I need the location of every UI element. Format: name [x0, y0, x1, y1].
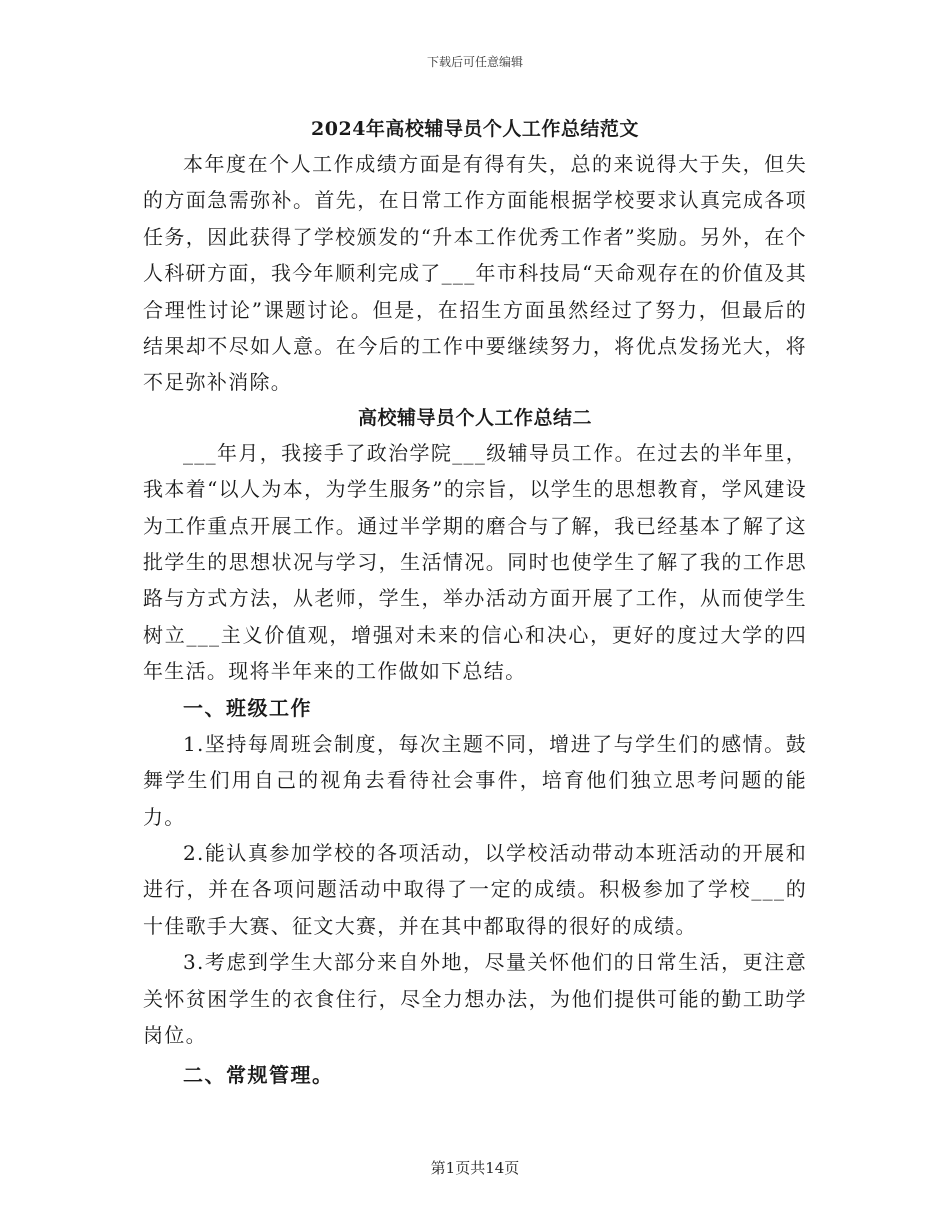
header-note: 下载后可任意编辑	[426, 55, 523, 69]
intro-paragraph: 本年度在个人工作成绩方面是有得有失，总的来说得大于失，但失的方面急需弥补。首先，在日常工作方面能根据学校要求认真完成各项任务，因此获得了学校颁发的“升本工作优秀工作者”奖励。另外，在个人科研方面，我今年顺利完成了___年市科技局“天命观存在的价值及其合理性讨论”课题讨论。但是，在招生方面虽然经过了努力，但最后的结果却不尽如人意。在今后的工作中要继续努力，将优点发扬光大，将不足弥补消除。	[143, 152, 807, 395]
page-footer: 第1页共14页	[430, 1159, 520, 1177]
section-heading-class-work: 一、班级工作	[183, 695, 312, 720]
list-item: 1.坚持每周班会制度，每次主题不同，增进了与学生们的感情。鼓舞学生们用自己的视角去看待社会事件，培育他们独立思考问题的能力。	[143, 731, 807, 829]
second-paragraph: ___年月，我接手了政治学院___级辅导员工作。在过去的半年里，我本着“以人为本，为学生服务”的宗旨，以学生的思想教育，学风建设为工作重点开展工作。通过半学期的磨合与了解，我已经基本了解了这批学生的思想状况与学习，生活情况。同时也使学生了解了我的工作思路与方式方法，从老师，学生，举办活动方面开展了工作，从而使学生树立___主义价值观，增强对未来的信心和决心，更好的度过大学的四年生活。现将半年来的工作做如下总结。	[143, 440, 807, 684]
document-body	[143, 112, 807, 1093]
section-subtitle: 高校辅导员个人工作总结二	[357, 406, 592, 429]
list-item: 2.能认真参加学校的各项活动，以学校活动带动本班活动的开展和进行，并在各项问题活动中取得了一定的成绩。积极参加了学校___的十佳歌手大赛、征文大赛，并在其中都取得的很好的成绩。	[143, 840, 807, 938]
section-heading-routine-management: 二、常规管理。	[183, 1063, 334, 1088]
list-item: 3.考虑到学生大部分来自外地，尽量关怀他们的日常生活，更注意关怀贫困学生的衣食住行，尽全力想办法，为他们提供可能的勤工助学岗位。	[143, 950, 807, 1047]
document-title: 2024年高校辅导员个人工作总结范文	[311, 118, 639, 140]
